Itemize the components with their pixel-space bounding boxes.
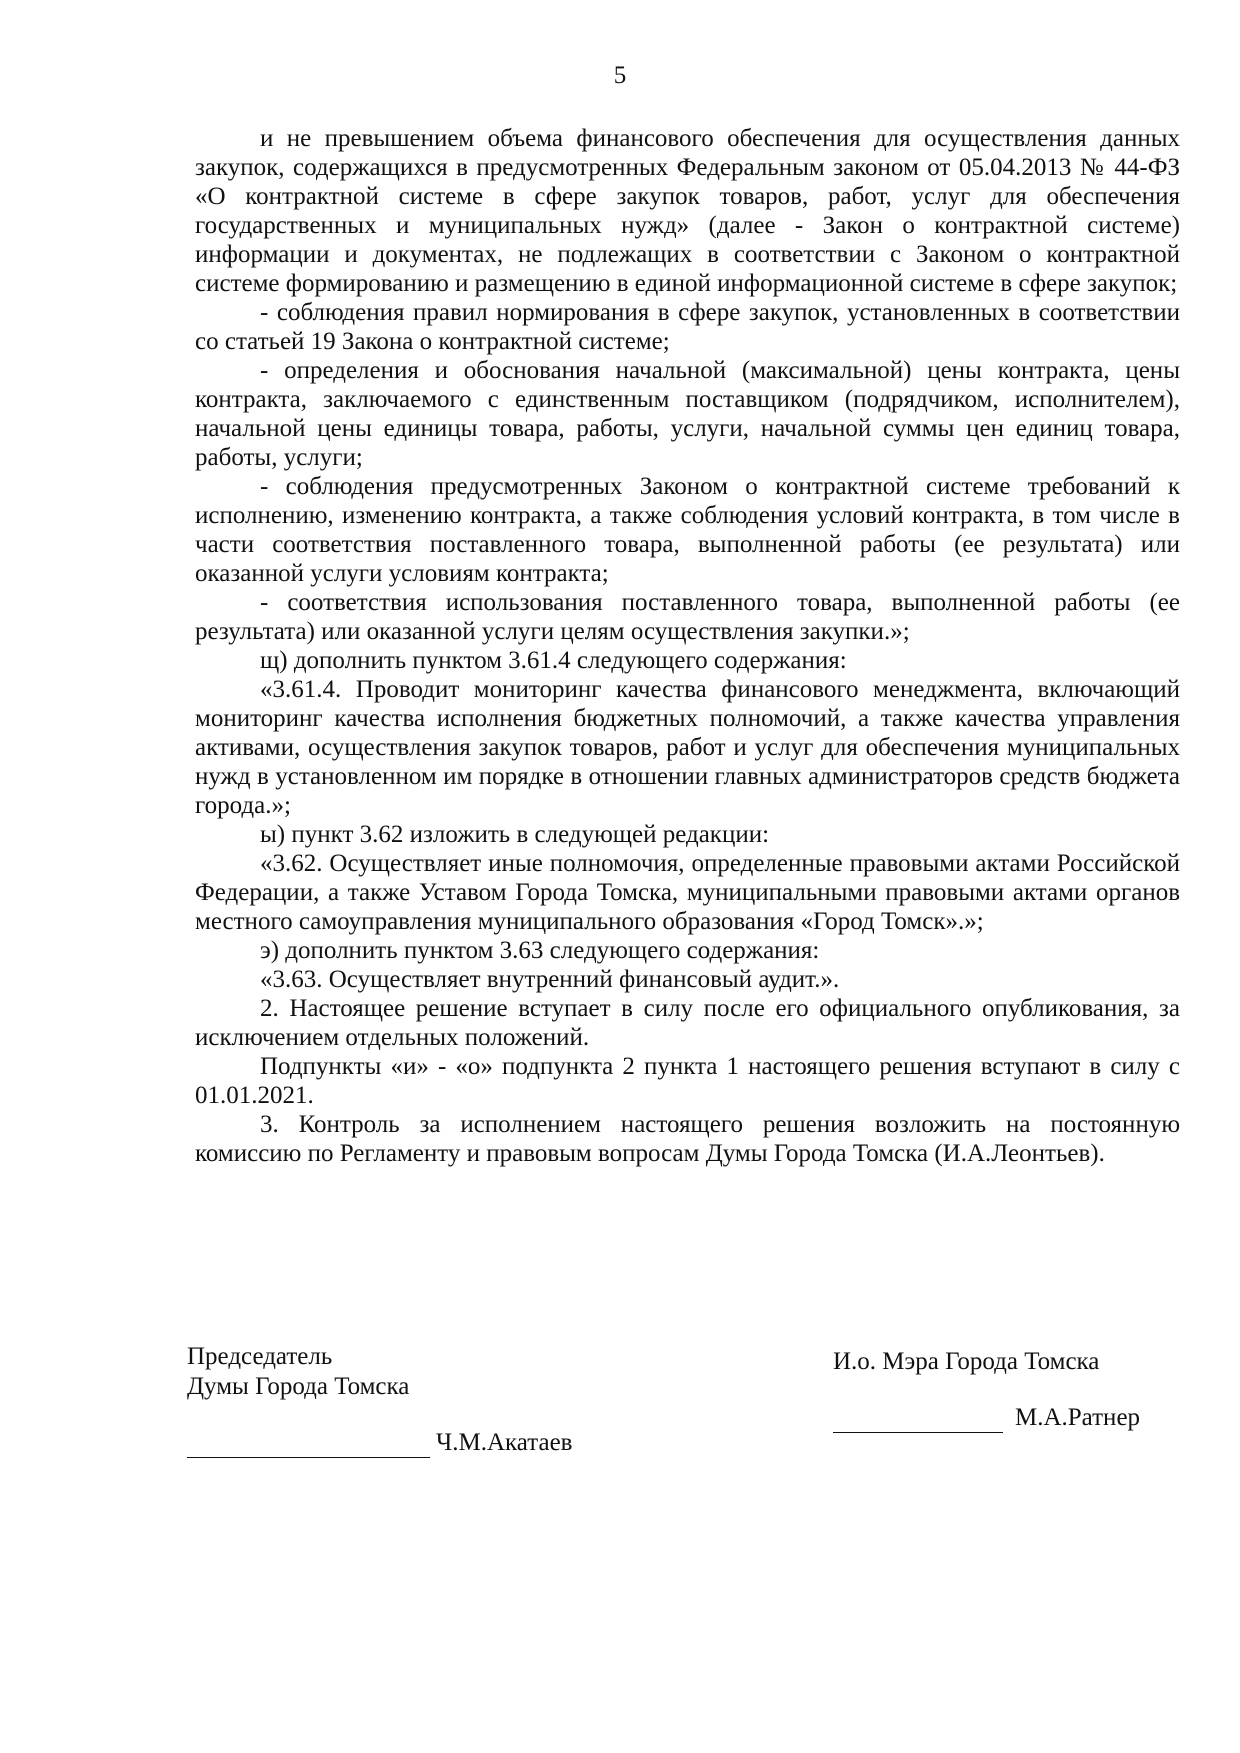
signature-line [833,1408,1003,1433]
clause-3-62: «3.62. Осуществляет иные полномочия, определенные правовыми актами Российской Федерации, а также Уставом Города Томска, муниципальными правовыми актами органов местного самоуправления муниципального образования «Город Томск».»; [195,850,1180,935]
clause-3-61-4: «3.61.4. Проводит мониторинг качества финансового менеджмента, включающий мониторинг качества исполнения бюджетных полномочий, а также качества управления активами, осуществления закупок товаров, работ и услуг для обеспечения муниципальных нужд в установленном им порядке в отношении главных администраторов средств бюджета города.»; [195,676,1180,819]
chairman-title: Председатель [187,1343,333,1370]
page-number: 5 [613,62,627,89]
document-body [195,124,1180,1168]
paragraph-continuation: и не превышением объема финансового обеспечения для осуществления данных закупок, содержащихся в предусмотренных Федеральным законом от 05.04.2013 № 44-ФЗ «О контрактной системе в сфере закупок товаров, работ, услуг для обеспечения государственных и муниципальных нужд» (далее - Закон о контрактной системе) информации и документах, не подлежащих в соответствии с Законом о контрактной системе формированию и размещению в единой информационной системе в сфере закупок; [195,125,1180,297]
section-3: 3. Контроль за исполнением настоящего решения возложить на постоянную комиссию по Регламенту и правовым вопросам Думы Города Томска (И.А.Леонтьев). [195,1111,1180,1167]
list-item-usage-compliance: - соответствия использования поставленного товара, выполненной работы (ее результата) или оказанной услуги целям осуществления закупки.»; [195,589,1180,645]
signatory-name-right: М.А.Ратнер [1015,1404,1141,1431]
section-2: 2. Настоящее решение вступает в силу после его официального опубликования, за исключением отдельных положений. [195,995,1180,1051]
clause-3-63: «3.63. Осуществляет внутренний финансовый аудит.». [260,966,840,993]
section-2-note: Подпункты «и» - «о» подпункта 2 пункта 1 настоящего решения вступают в силу с 01.01.2021. [195,1053,1180,1109]
duma-name: Думы Города Томска [187,1373,410,1400]
list-item-contract-compliance: - соблюдения предусмотренных Законом о контрактной системе требований к исполнению, изменению контракта, а также соблюдения условий контракта, в том числе в части соответствия поставленного товара, выполненной работы (ее результата) или оказанной услуги условиям контракта; [195,473,1180,587]
subitem-shch: щ) дополнить пунктом 3.61.4 следующего содержания: [260,647,847,674]
signature-right-title [833,1347,1099,1377]
signature-line [187,1433,430,1458]
signature-left-title [187,1342,409,1402]
signature-left [187,1428,572,1458]
subitem-e: э) дополнить пунктом 3.63 следующего содержания: [260,937,820,964]
list-item-price-determination: - определения и обоснования начальной (максимальной) цены контракта, цены контракта, заключаемого с единственным поставщиком (подрядчиком, исполнителем), начальной цены единицы товара, работы, услуги, начальной суммы цен единиц товара, работы, услуги; [195,357,1180,471]
signature-right [833,1403,1140,1433]
subitem-y: ы) пункт 3.62 изложить в следующей редакции: [260,821,770,848]
mayor-title: И.о. Мэра Города Томска [833,1348,1100,1375]
list-item-rationing: - соблюдения правил нормирования в сфере закупок, установленных в соответствии со статьей 19 Закона о контрактной системе; [195,299,1180,355]
signatory-name-left: Ч.М.Акатаев [436,1429,573,1456]
